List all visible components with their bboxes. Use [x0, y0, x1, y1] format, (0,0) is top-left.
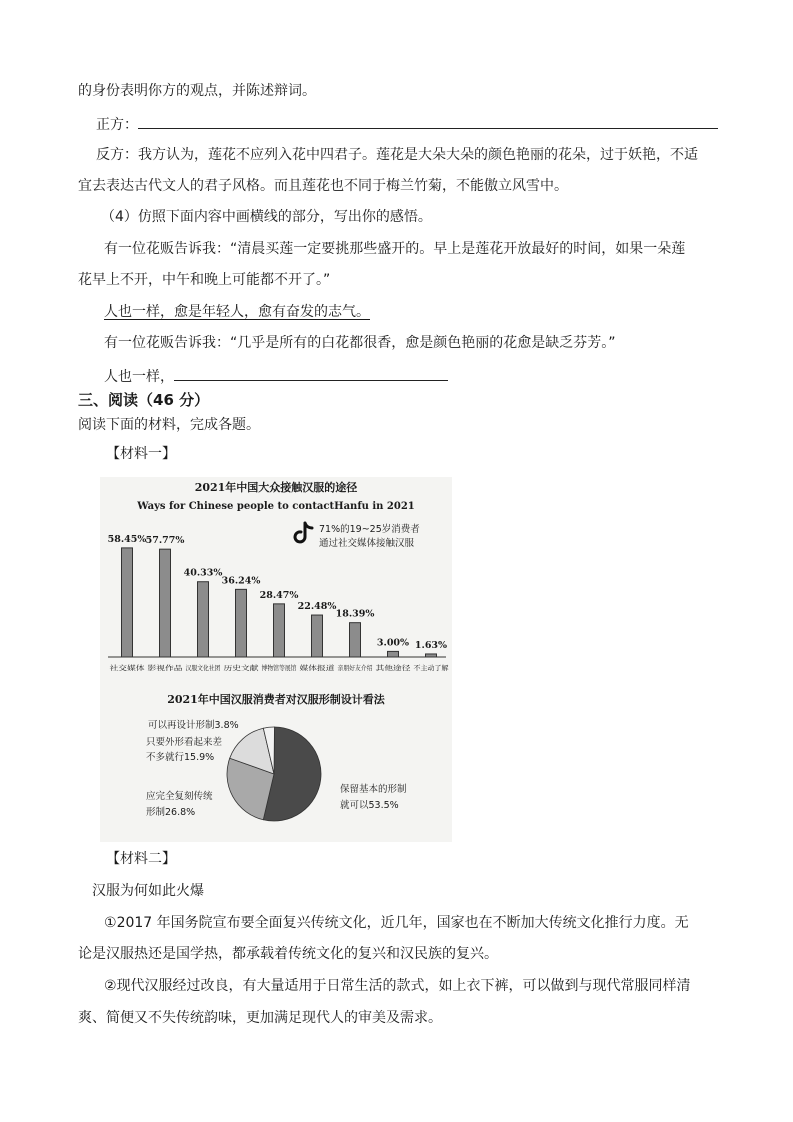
answer-line-feeling	[104, 366, 448, 386]
pie-label: 可以再设计形制3.8%	[148, 720, 239, 731]
bar	[198, 582, 209, 657]
bar	[236, 589, 247, 657]
negative-argument-line: 宜去表达古代文人的君子风格。而且莲花也不同于梅兰竹菊，不能傲立风雪中。	[78, 178, 568, 194]
question-4: （4）仿照下面内容中画横线的部分，写出你的感悟。	[101, 209, 432, 225]
text-line: 的身份表明你方的观点，并陈述辩词。	[78, 83, 316, 99]
pie-series	[227, 727, 321, 821]
paragraph-number: ②	[104, 978, 117, 994]
bar	[122, 548, 133, 657]
bar	[388, 651, 399, 657]
pie-label: 应完全复刻传统	[146, 791, 213, 802]
bar-value-label: 1.63%	[414, 639, 448, 651]
pie-label: 不多就行15.9%	[146, 752, 215, 763]
bar-category-label: 其他途径	[375, 664, 402, 672]
negative-argument-line: 反方：我方认为，莲花不应列入花中四君子。莲花是大朵大朵的颜色艳丽的花朵，过于妖艳，不适	[96, 147, 698, 163]
bar-value-label: 58.45%	[107, 533, 147, 545]
bar-category-label: 影视作品	[147, 664, 174, 672]
paragraph-2-line: 爽、简便又不失传统韵味，更加满足现代人的审美及需求。	[78, 1010, 442, 1026]
pie-label: 就可以53.5%	[340, 800, 399, 811]
bar-category-label: 汉服文化社团	[185, 664, 225, 672]
bar	[160, 549, 171, 657]
answer-blank-feeling[interactable]	[174, 366, 448, 381]
bar-category-label: 亲朋好友介绍	[337, 664, 377, 672]
bar	[274, 604, 285, 657]
bar-value-label: 3.00%	[376, 637, 410, 649]
answer-line-affirmative	[96, 114, 718, 134]
paragraph-1-line: 论是汉服热还是国学热，都承载着传统文化的复兴和汉民族的复兴。	[78, 946, 498, 962]
bar-chart-subtitle: Ways for Chinese people to contactHanfu in 2021	[137, 501, 415, 512]
example-underlined: 人也一样，愈是年轻人，愈有奋发的志气。	[104, 304, 370, 320]
paragraph-text: 2017 年国务院宣布要全面复兴传统文化，近几年，国家也在不断加大传统文化推行力度。无	[116, 915, 689, 931]
paragraph-number: ①	[104, 915, 117, 931]
tiktok-icon	[295, 523, 312, 542]
section-heading: 三、阅读（46 分）	[78, 391, 210, 409]
article-title: 汉服为何如此火爆	[92, 883, 204, 899]
material-two-label: 【材料二】	[106, 851, 176, 867]
bar-series	[108, 534, 449, 672]
bar-category-label: 博物馆等展馆	[261, 664, 301, 672]
annotation-line2: 通过社交媒体接触汉服	[319, 538, 415, 549]
pie-label: 只要外形看起来差	[146, 737, 223, 748]
paragraph-2-line	[104, 977, 691, 995]
bar	[312, 615, 323, 657]
story-line: 有一位花贩告诉我：“清晨买莲一定要挑那些盛开的。早上是莲花开放最好的时间，如果一朵莲	[104, 241, 686, 257]
pie-label: 形制26.8%	[146, 807, 196, 818]
bar-value-label: 40.33%	[183, 567, 223, 579]
paragraph-1-line	[104, 914, 689, 932]
bar-value-label: 28.47%	[259, 589, 299, 601]
bar-value-label: 36.24%	[221, 575, 261, 587]
bar-category-label: 不主动了解	[413, 664, 446, 672]
answer-prefix: 人也一样，	[104, 369, 174, 385]
pie-chart-title: 2021年中国汉服消费者对汉服形制设计看法	[167, 693, 385, 706]
paragraph-text: 现代汉服经过改良，有大量适用于日常生活的款式，如上衣下裤，可以做到与现代常服同样清	[116, 978, 691, 994]
story-line: 有一位花贩告诉我：“几乎是所有的白花都很香，愈是颜色艳丽的花愈是缺乏芬芳。”	[104, 335, 616, 351]
bar-category-label: 媒体报道	[299, 664, 326, 672]
story-line: 花早上不开，中午和晚上可能都不开了。”	[78, 272, 331, 288]
bar-value-label: 22.48%	[297, 601, 337, 613]
annotation-line1: 71%的19~25岁消费者	[319, 524, 420, 535]
answer-blank-affirmative[interactable]	[138, 114, 718, 129]
material-one-figure	[100, 477, 452, 842]
bar-category-label: 社交媒体	[109, 664, 136, 672]
bar-category-label: 历史文献	[223, 664, 250, 672]
instruction: 阅读下面的材料，完成各题。	[78, 417, 260, 433]
bar-chart-title: 2021年中国大众接触汉服的途径	[194, 481, 358, 494]
pie-label: 保留基本的形制	[340, 784, 407, 795]
bar	[350, 623, 361, 657]
bar-value-label: 57.77%	[145, 535, 185, 547]
affirmative-label: 正方：	[96, 117, 138, 133]
figure-svg	[100, 477, 452, 842]
material-one-label: 【材料一】	[106, 446, 176, 462]
bar-value-label: 18.39%	[335, 608, 375, 620]
